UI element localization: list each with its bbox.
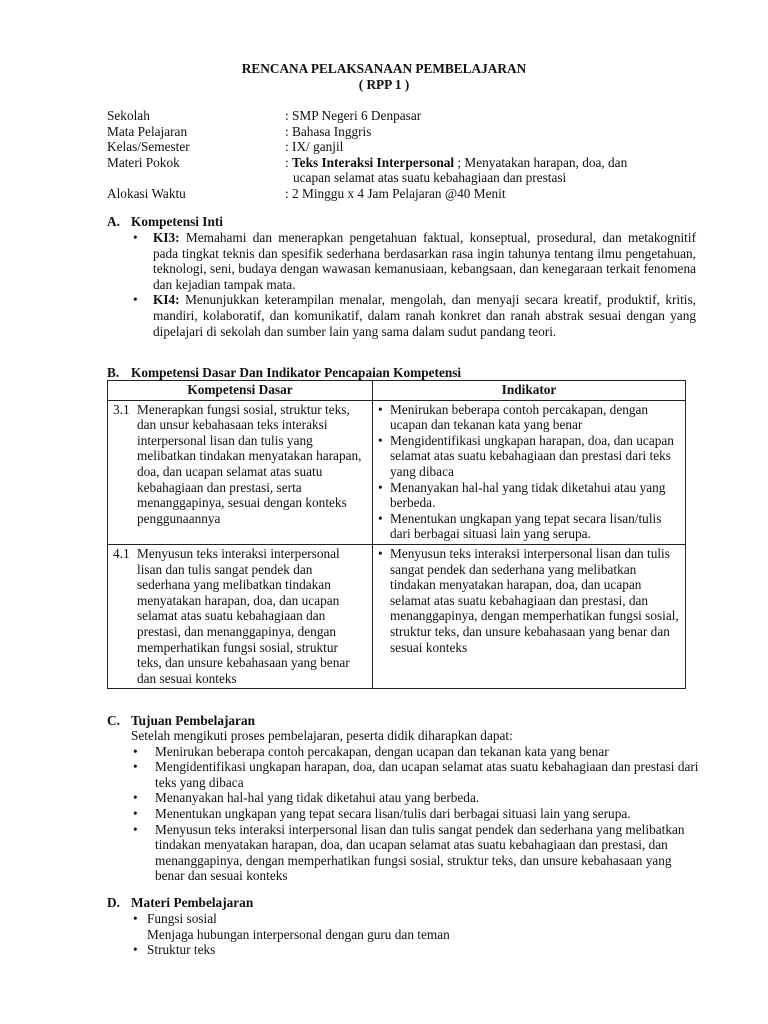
- kd-text: Menyusun teks interaksi interpersonal lisan dan tulis sangat pendek dan sederhana yang melibatkan tindakan menyatakan harapan, doa, dan ucapan selamat atas suatu kebahagiaan dan prestasi, dan menanggapinya, dengan memperhatikan fungsi sosial, struktur teks, dan unsure kebahasaan yang benar dan sesuai konteks: [137, 545, 350, 686]
- section-letter: C.: [107, 713, 120, 728]
- ki4-item: [131, 292, 696, 339]
- identity-value: : 2 Minggu x 4 Jam Pelajaran @40 Menit: [285, 185, 506, 201]
- indikator-list: [378, 402, 680, 542]
- section-b-heading: [107, 365, 461, 381]
- section-c-heading: [107, 713, 255, 729]
- bullet-icon: •: [378, 479, 383, 495]
- section-title: Tujuan Pembelajaran: [131, 713, 255, 728]
- bullet-icon: •: [133, 821, 138, 837]
- section-a-heading: [107, 214, 223, 230]
- bullet-icon: •: [133, 743, 138, 759]
- ki4-label: KI4:: [153, 292, 180, 308]
- indikator-item: [378, 480, 680, 511]
- bullet-icon: •: [133, 759, 138, 775]
- identity-block: [107, 108, 707, 202]
- table-row: [108, 400, 686, 544]
- section-title: Materi Pembelajaran: [131, 895, 254, 910]
- indikator-item: [378, 546, 680, 655]
- indikator-text: Mengidentifikasi ungkapan harapan, doa, dan ucapan selamat atas suatu kebahagiaan dan prestasi dari teks yang dibaca: [390, 432, 674, 479]
- tujuan-item: [131, 759, 701, 790]
- bullet-icon: •: [133, 942, 138, 958]
- identity-value: : IX/ ganjil: [285, 139, 344, 155]
- kd-text: Menerapkan fungsi sosial, struktur teks, dan unsur kebahasaan teks interaksi interpersonal lisan dan tulis yang melibatkan tindakan menyatakan harapan, doa, dan ucapan selamat atas suatu kebahagiaan dan prestasi, serta menanggapinya, sesuai dengan konteks penggunaannya: [137, 401, 362, 526]
- tujuan-list: [131, 728, 701, 884]
- tujuan-text: Menanyakan hal-hal yang tidak diketahui atau yang berbeda.: [155, 790, 480, 806]
- identity-value: : SMP Negeri 6 Denpasar: [285, 108, 422, 123]
- section-letter: A.: [107, 214, 120, 229]
- identity-colon: :: [285, 154, 293, 170]
- identity-value: : Bahasa Inggris: [285, 123, 372, 139]
- table-header-row: [108, 381, 686, 401]
- identity-label: Sekolah: [107, 108, 150, 123]
- bullet-icon: •: [133, 805, 138, 821]
- tujuan-item: [131, 744, 701, 760]
- bullet-icon: •: [133, 911, 138, 926]
- section-letter: D.: [107, 895, 120, 910]
- materi-subtext: Menjaga hubungan interpersonal dengan guru dan teman: [147, 926, 450, 942]
- indikator-text: Menanyakan hal-hal yang tidak diketahui atau yang berbeda.: [390, 479, 666, 511]
- materi-rest: ; Menyatakan harapan, doa, dan: [454, 154, 628, 170]
- kd-number: 4.1: [113, 545, 130, 561]
- table-header-kd: Kompetensi Dasar: [108, 381, 373, 401]
- indikator-cell: [373, 400, 686, 544]
- ki3-item: [131, 230, 696, 292]
- ki3-text: Memahami dan menerapkan pengetahuan faktual, konseptual, prosedural, dan metakognitif pada tingkat teknis dan spesifik sederhana berdasarkan rasa ingin tahunya tentang ilmu pengetahuan, teknologi, seni, budaya dengan wawasan kemanusiaan, kebangsaan, dan kenegaraan terkait fenomena dan kejadian tampak mata.: [153, 230, 696, 292]
- bullet-icon: •: [133, 292, 138, 308]
- indikator-text: Menyusun teks interaksi interpersonal lisan dan tulis sangat pendek dan sederhana yang melibatkan tindakan menyatakan harapan, doa, dan ucapan selamat atas suatu kebahagiaan dan prestasi, dan menanggapinya, dengan memperhatikan fungsi sosial, struktur teks, dan unsure kebahasaan yang benar dan sesuai konteks: [390, 545, 679, 655]
- document-subtitle: ( RPP 1 ): [358, 77, 410, 92]
- identity-row-kelas: [107, 139, 707, 155]
- identity-label: Kelas/Semester: [107, 139, 190, 155]
- bullet-icon: •: [133, 230, 138, 245]
- materi-bold: Teks Interaksi Interpersonal: [292, 154, 455, 170]
- identity-label: Materi Pokok: [107, 154, 180, 170]
- tujuan-text: Menentukan ungkapan yang tepat secara lisan/tulis dari berbagai situasi lain yang serupa.: [155, 805, 631, 821]
- kompetensi-inti-list: [131, 230, 696, 339]
- materi-rest-line2: ucapan selamat atas suatu kebahagiaan dan prestasi: [293, 170, 567, 186]
- kd-indicator-table: [107, 380, 686, 689]
- bullet-icon: •: [378, 401, 383, 417]
- identity-row-sekolah: [107, 108, 707, 124]
- tujuan-text: Mengidentifikasi ungkapan harapan, doa, dan ucapan selamat atas suatu kebahagiaan dan prestasi dari teks yang dibaca: [155, 759, 699, 790]
- tujuan-item: [131, 822, 701, 884]
- identity-row-mapel: [107, 124, 707, 140]
- kd-number: 3.1: [113, 401, 130, 417]
- kd-cell: [108, 544, 373, 688]
- section-title: Kompetensi Inti: [131, 214, 223, 229]
- tujuan-item: [131, 806, 701, 822]
- kd-cell: [108, 400, 373, 544]
- indikator-item: [378, 433, 680, 480]
- ki3-label: KI3:: [153, 230, 180, 245]
- materi-item: [131, 911, 691, 927]
- identity-value: [285, 155, 707, 186]
- ki4-text: Menunjukkan keterampilan menalar, mengolah, dan menyaji secara kreatif, produktif, kritis, mandiri, kolaboratif, dan komunikatif, dalam ranah konkret dan ranah abstrak sesuai dengan yang dipelajari di sekolah dan sumber lain yang sama dalam sudut pandang teori.: [153, 292, 696, 339]
- bullet-icon: •: [133, 790, 138, 806]
- identity-row-materi: [107, 155, 707, 186]
- tujuan-text: Menyusun teks interaksi interpersonal lisan dan tulis sangat pendek dan sederhana yang melibatkan tindakan menyatakan harapan, doa, dan ucapan selamat atas suatu kebahagiaan dan prestasi, dan menanggapinya, dengan memperhatikan fungsi sosial, struktur teks, dan unsure kebahasaan yang benar dan sesuai konteks: [155, 821, 685, 884]
- identity-row-alokasi: [107, 186, 707, 202]
- indikator-item: [378, 511, 680, 542]
- materi-list: [131, 911, 691, 958]
- section-title: Kompetensi Dasar Dan Indikator Pencapaian Kompetensi: [131, 365, 462, 380]
- materi-text: Struktur teks: [147, 942, 216, 958]
- section-d-heading: [107, 895, 253, 911]
- table-header-indikator: Indikator: [373, 381, 686, 401]
- indikator-list: [378, 546, 680, 655]
- indikator-item: [378, 402, 680, 433]
- identity-label: Mata Pelajaran: [107, 123, 188, 139]
- materi-item: [131, 942, 691, 958]
- identity-label: Alokasi Waktu: [107, 185, 186, 201]
- indikator-text: Menentukan ungkapan yang tepat secara lisan/tulis dari berbagai situasi lain yang serupa.: [390, 510, 662, 542]
- bullet-icon: •: [378, 510, 383, 526]
- bullet-icon: •: [378, 545, 383, 561]
- indikator-text: Menirukan beberapa contoh percakapan, dengan ucapan dan tekanan kata yang benar: [390, 401, 649, 433]
- tujuan-intro: Setelah mengikuti proses pembelajaran, peserta didik diharapkan dapat:: [131, 728, 513, 743]
- document-title: RENCANA PELAKSANAAN PEMBELAJARAN: [241, 61, 527, 76]
- tujuan-item: [131, 790, 701, 806]
- materi-text: Fungsi sosial: [147, 911, 217, 926]
- bullet-icon: •: [378, 432, 383, 448]
- indikator-cell: [373, 544, 686, 688]
- table-row: [108, 544, 686, 688]
- section-letter: B.: [107, 365, 120, 380]
- tujuan-text: Menirukan beberapa contoh percakapan, dengan ucapan dan tekanan kata yang benar: [155, 743, 609, 759]
